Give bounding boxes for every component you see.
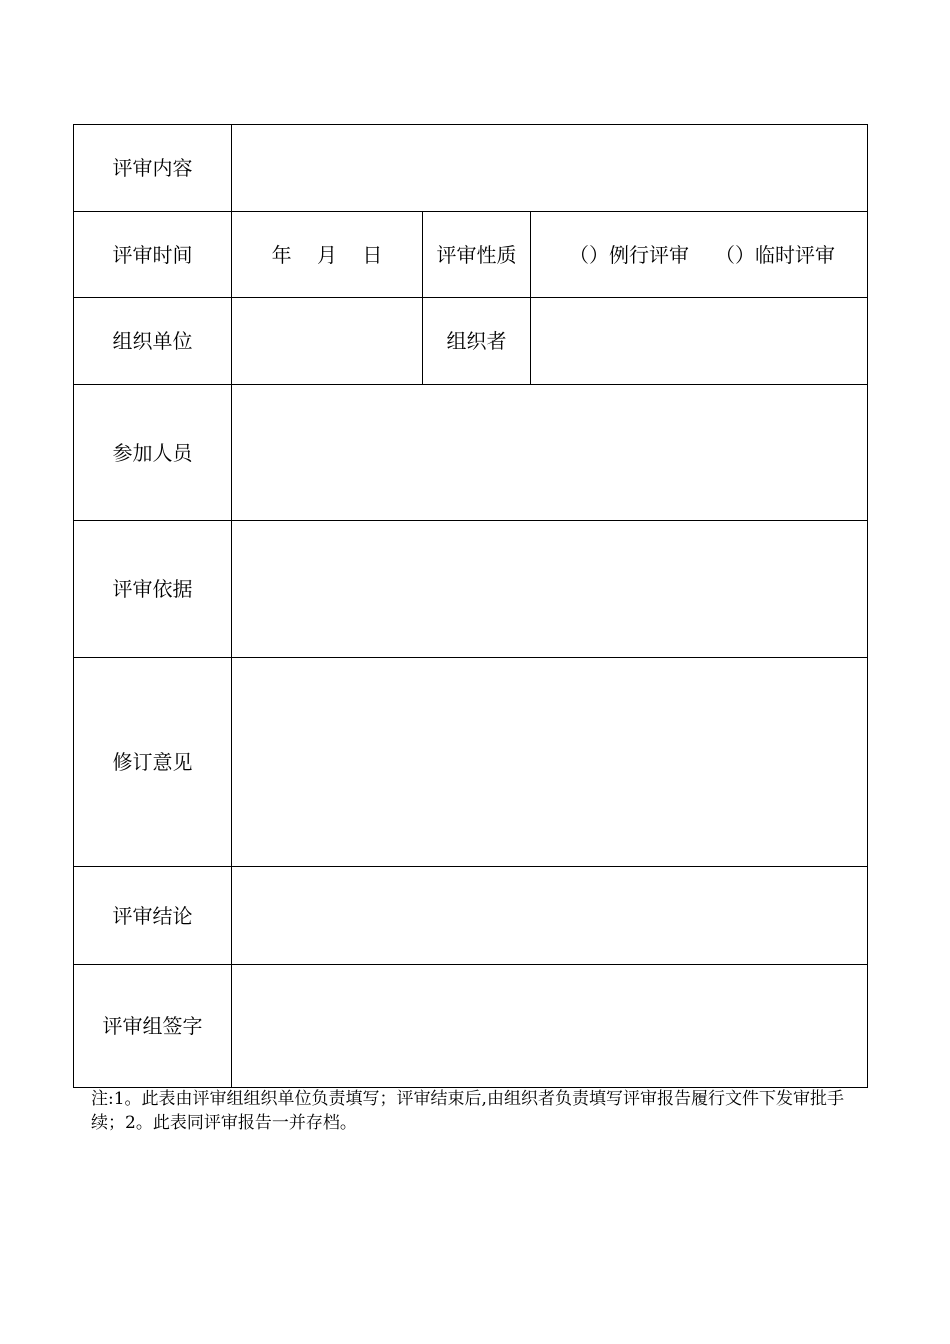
form-footnote: 注:1。此表由评审组组织单位负责填写；评审结束后,由组织者负责填写评审报告履行文件下发审批手续；2。此表同评审报告一并存档。 [91, 1089, 844, 1133]
review-form-table [73, 124, 868, 1088]
option-temporary-review[interactable]: （）临时评审 [715, 242, 835, 267]
field-review-date[interactable]: 年 月 日 [232, 212, 423, 298]
label-review-basis: 评审依据 [74, 521, 232, 658]
row-revision-opinions [74, 658, 868, 867]
label-review-content: 评审内容 [74, 125, 232, 212]
field-organization-unit[interactable] [232, 298, 423, 385]
row-review-content [74, 125, 868, 212]
label-review-signature: 评审组签字 [74, 965, 232, 1088]
row-review-signature [74, 965, 868, 1088]
row-review-basis [74, 521, 868, 658]
label-review-time: 评审时间 [74, 212, 232, 298]
row-organization [74, 298, 868, 385]
field-participants[interactable] [232, 385, 868, 521]
label-organizer: 组织者 [423, 298, 531, 385]
field-review-basis[interactable] [232, 521, 868, 658]
row-review-conclusion [74, 867, 868, 965]
option-routine-review[interactable]: （）例行评审 [569, 242, 689, 267]
label-organization-unit: 组织单位 [74, 298, 232, 385]
label-review-conclusion: 评审结论 [74, 867, 232, 965]
field-review-conclusion[interactable] [232, 867, 868, 965]
row-participants [74, 385, 868, 521]
field-revision-opinions[interactable] [232, 658, 868, 867]
label-revision-opinions: 修订意见 [74, 658, 232, 867]
row-review-time [74, 212, 868, 298]
field-review-nature[interactable] [531, 212, 868, 298]
label-review-nature: 评审性质 [423, 212, 531, 298]
field-review-signature[interactable] [232, 965, 868, 1088]
label-participants: 参加人员 [74, 385, 232, 521]
field-review-content[interactable] [232, 125, 868, 212]
field-organizer[interactable] [531, 298, 868, 385]
